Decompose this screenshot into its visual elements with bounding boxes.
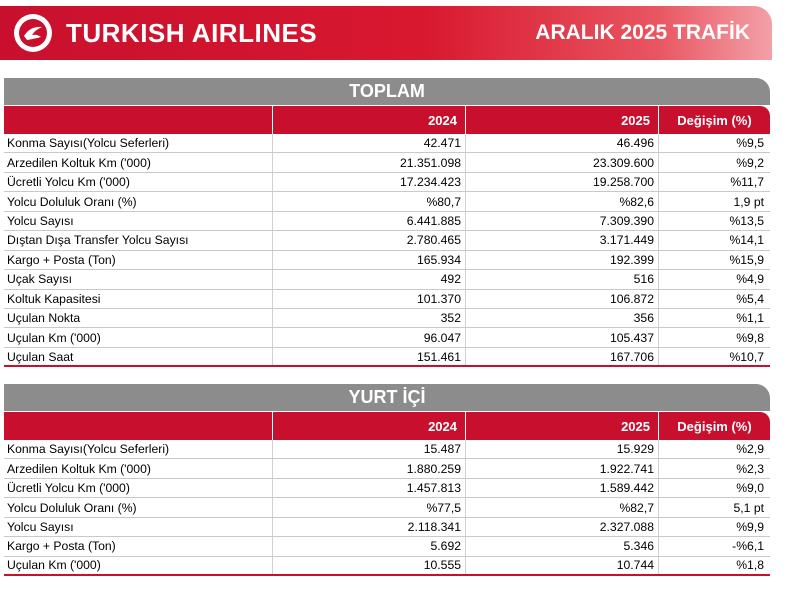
value-2025: 10.744 [466,557,659,574]
turkish-airlines-crane-logo-icon [14,14,52,52]
row-label: Yolcu Sayısı [4,518,273,536]
value-2025: %82,6 [466,192,659,210]
table-header-toplam [4,106,770,134]
value-2025: 516 [466,270,659,288]
value-2024: 492 [273,270,466,288]
row-label: Yolcu Doluluk Oranı (%) [4,498,273,516]
value-2025: 1.922.741 [466,459,659,477]
value-change: %9,8 [736,330,764,345]
value-change: %14,1 [729,233,764,248]
section-title-yurtici: YURT İÇİ [4,384,770,411]
value-2024: 151.461 [273,348,466,365]
table-row [4,290,770,309]
value-2024: 15.487 [273,440,466,458]
value-2024: 352 [273,309,466,327]
table-body-toplam [4,134,770,367]
header-2025: 2025 [466,106,659,134]
header-2024: 2024 [273,412,466,440]
row-label: Yolcu Doluluk Oranı (%) [4,192,273,210]
row-label: Dıştan Dışa Transfer Yolcu Sayısı [4,231,273,249]
value-2024: 10.555 [273,557,466,574]
value-change: %2,9 [736,442,764,457]
value-change: %9,5 [736,136,764,151]
value-2024: 6.441.885 [273,212,466,230]
value-change: %9,2 [736,155,764,170]
row-label: Arzedilen Koltuk Km ('000) [4,459,273,477]
value-2024: %80,7 [273,192,466,210]
header-change: Değişim (%) [659,412,770,440]
value-change: %5,4 [736,291,764,306]
table-row [4,134,770,153]
value-change: %1,8 [736,558,764,573]
value-2025: 46.496 [466,134,659,152]
table-row [4,348,770,367]
value-2024: 96.047 [273,328,466,346]
value-2024: 2.118.341 [273,518,466,536]
table-row [4,440,770,459]
value-change: %10,7 [729,349,764,364]
table-row [4,251,770,270]
value-2025: 356 [466,309,659,327]
header-2025: 2025 [466,412,659,440]
value-2024: %77,5 [273,498,466,516]
yurtici-section [4,384,770,576]
table-row [4,173,770,192]
row-label: Uçulan Saat [4,348,273,365]
report-title: ARALIK 2025 TRAFİK [535,21,750,44]
toplam-section [4,78,770,367]
value-2025: 23.309.600 [466,153,659,171]
value-2024: 2.780.465 [273,231,466,249]
value-2024: 101.370 [273,290,466,308]
row-label: Uçulan Km ('000) [4,557,273,574]
value-2025: 1.589.442 [466,479,659,497]
table-row [4,459,770,478]
brand-name: TURKISH AIRLINES [66,17,318,48]
value-2024: 21.351.098 [273,153,466,171]
table-row [4,479,770,498]
row-label: Ücretli Yolcu Km ('000) [4,173,273,191]
table-row [4,518,770,537]
row-label: Ücretli Yolcu Km ('000) [4,479,273,497]
value-change: %4,9 [736,272,764,287]
section-title-toplam: TOPLAM [4,78,770,105]
header-change: Değişim (%) [659,106,770,134]
row-label: Uçulan Nokta [4,309,273,327]
value-2024: 1.457.813 [273,479,466,497]
table-header-yurtici [4,412,770,440]
value-2025: %82,7 [466,498,659,516]
value-2025: 192.399 [466,251,659,269]
row-label: Koltuk Kapasitesi [4,290,273,308]
table-row [4,231,770,250]
value-change: %9,0 [736,481,764,496]
row-label: Kargo + Posta (Ton) [4,251,273,269]
value-2025: 105.437 [466,328,659,346]
value-change: %1,1 [736,311,764,326]
value-change: %9,9 [736,519,764,534]
row-label: Uçak Sayısı [4,270,273,288]
header-label-cell [4,412,273,440]
value-2025: 5.346 [466,537,659,555]
value-change: -%6,1 [732,539,764,554]
value-2024: 1.880.259 [273,459,466,477]
value-2025: 19.258.700 [466,173,659,191]
table-row [4,557,770,576]
header-2024: 2024 [273,106,466,134]
table-row [4,537,770,556]
value-change: 1,9 pt [733,194,764,209]
value-change: %11,7 [730,175,764,190]
value-2025: 3.171.449 [466,231,659,249]
value-2025: 2.327.088 [466,518,659,536]
value-2024: 42.471 [273,134,466,152]
table-row [4,498,770,517]
table-row [4,270,770,289]
value-2024: 17.234.423 [273,173,466,191]
value-2024: 5.692 [273,537,466,555]
header-label-cell [4,106,273,134]
table-row [4,328,770,347]
row-label: Arzedilen Koltuk Km ('000) [4,153,273,171]
value-change: %2,3 [736,461,764,476]
value-2025: 7.309.390 [466,212,659,230]
value-2024: 165.934 [273,251,466,269]
value-2025: 15.929 [466,440,659,458]
table-row [4,153,770,172]
table-row [4,212,770,231]
table-body-yurtici [4,440,770,576]
row-label: Konma Sayısı(Yolcu Seferleri) [4,134,273,152]
value-change: 5,1 pt [733,500,764,515]
value-change: %15,9 [729,252,764,267]
row-label: Yolcu Sayısı [4,212,273,230]
table-row [4,192,770,211]
header-banner [0,6,772,60]
row-label: Uçulan Km ('000) [4,328,273,346]
value-2025: 106.872 [466,290,659,308]
row-label: Kargo + Posta (Ton) [4,537,273,555]
value-2025: 167.706 [466,348,659,365]
value-change: %13,5 [729,213,764,228]
row-label: Konma Sayısı(Yolcu Seferleri) [4,440,273,458]
table-row [4,309,770,328]
